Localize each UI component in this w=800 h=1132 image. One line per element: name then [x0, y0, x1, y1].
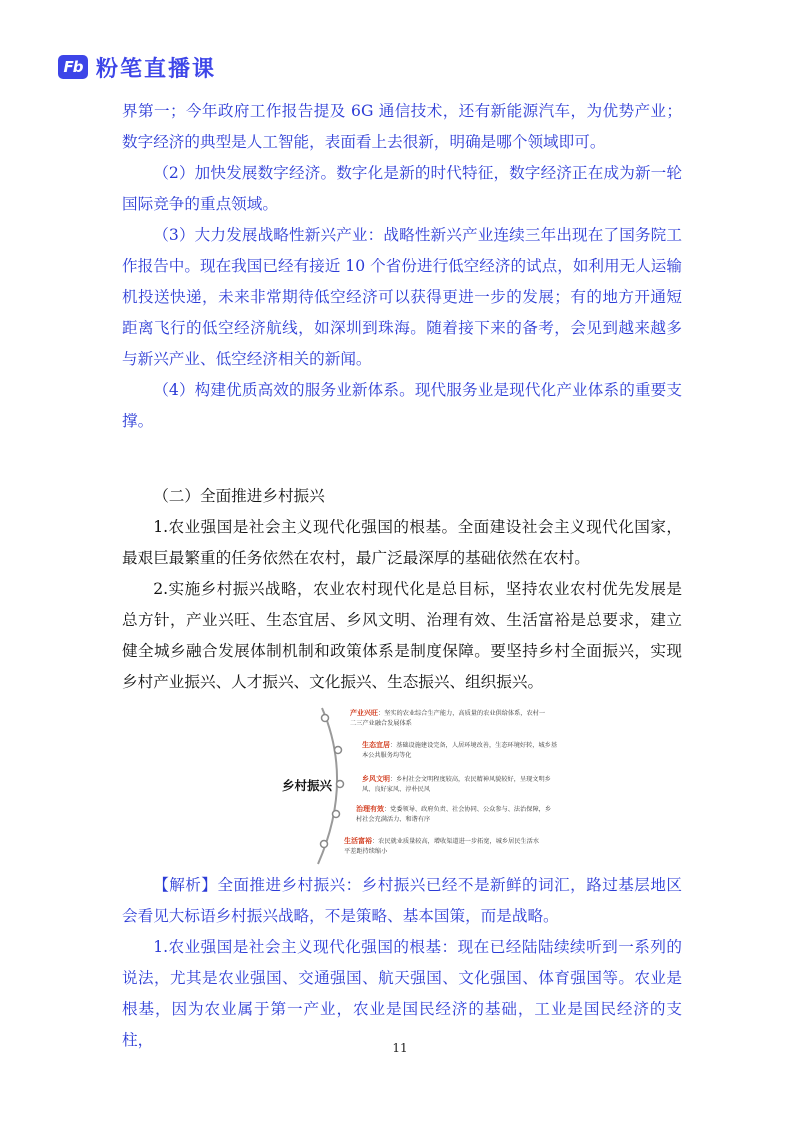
diagram-item-tag: 生活富裕: [344, 837, 372, 845]
diagram-item-tag: 生态宜居: [362, 741, 390, 749]
diagram-item-tag: 乡风文明: [362, 775, 390, 783]
diagram-center-label: 乡村振兴: [282, 778, 333, 793]
diagram-item-text: ：基础设施建设完备，人居环境改善，生态环境好转，城乡基本公共服务均等化: [362, 742, 558, 759]
section-heading: （二）全面推进乡村振兴: [153, 487, 325, 505]
diagram-item-ecology: [362, 740, 562, 761]
diagram-item-text: ：乡村社会文明程度较高，农民精神风貌较好，呈现文明乡风、良好家风、淳朴民风: [362, 776, 551, 793]
document-body: [122, 96, 682, 1056]
diagram-item-tag: 产业兴旺: [350, 709, 378, 717]
diagram-item-civility: [362, 774, 562, 795]
page-header: [58, 50, 216, 84]
paragraph-agriculture-explained: 1.农业强国是社会主义现代化强国的根基：现在已经陆陆续续听到一系列的说法，尤其是农业强国、交通强国、航天强国、文化强国、体育强国等。农业是根基，因为农业属于第一产业，农业是国民经济的基础，工业是国民经济的支柱，: [122, 938, 682, 1049]
diagram-item-industry: [350, 708, 550, 729]
paragraph-digital-economy: （2）加快发展数字经济。数字化是新的时代特征，数字经济正在成为新一轮国际竞争的重点领域。: [122, 164, 682, 213]
paragraph-agriculture-foundation: 1.农业强国是社会主义现代化强国的根基。全面建设社会主义现代化国家，最艰巨最繁重的任务依然在农村，最广泛最深厚的基础依然在农村。: [122, 518, 682, 567]
diagram-item-text: ：坚实的农业综合生产能力，高质量的农业供给体系，农村一二三产业融合发展体系: [350, 710, 546, 727]
paragraph-continued: 界第一；今年政府工作报告提及 6G 通信技术，还有新能源汽车，为优势产业；数字经济的典型是人工智能，表面看上去很新，明确是哪个领域即可。: [122, 102, 682, 151]
diagram-item-text: ：党委领导、政府负责、社会协同、公众参与、法治保障，乡村社会充满活力、和谐有序: [356, 806, 552, 823]
rural-revitalization-diagram: [122, 704, 682, 866]
analysis-text: 全面推进乡村振兴：乡村振兴已经不是新鲜的词汇，路过基层地区会看见大标语乡村振兴战略，不是策略、基本国策，而是战略。: [122, 876, 682, 925]
paragraph-service-industry: （4）构建优质高效的服务业新体系。现代服务业是现代化产业体系的重要支撑。: [122, 381, 682, 430]
page-number: 11: [392, 1041, 408, 1055]
brand-name: 粉笔直播课: [96, 56, 217, 82]
analysis-paragraph: [122, 870, 682, 932]
fenbi-logo-icon: Fb: [58, 55, 88, 79]
diagram-item-tag: 治理有效: [356, 805, 384, 813]
diagram-item-text: ：农民就业质量较高，增收渠道进一步拓宽，城乡居民生活水平差距持续缩小: [344, 838, 540, 855]
paragraph-rural-strategy: 2.实施乡村振兴战略，农业农村现代化是总目标，坚持农业农村优先发展是总方针，产业兴旺、生态宜居、乡风文明、治理有效、生活富裕是总要求，建立健全城乡融合发展体制机制和政策体系是制度保障。要坚持乡村全面振兴，实现乡村产业振兴、人才振兴、文化振兴、生态振兴、组织振兴。: [122, 580, 682, 691]
diagram-item-prosperity: [344, 836, 544, 857]
analysis-label: 【解析】: [153, 876, 218, 894]
paragraph-emerging-industries: （3）大力发展战略性新兴产业：战略性新兴产业连续三年出现在了国务院工作报告中。现在我国已经有接近 10 个省份进行低空经济的试点，如利用无人运输机投送快递，未来非常期待低空经济可以获得更进一步的发展；有的地方开通短距离飞行的低空经济航线，如深圳到珠海。随着接下来的备考，会见到越来越多与新兴产业、低空经济相关的新闻。: [122, 226, 682, 368]
diagram-item-governance: [356, 804, 556, 825]
